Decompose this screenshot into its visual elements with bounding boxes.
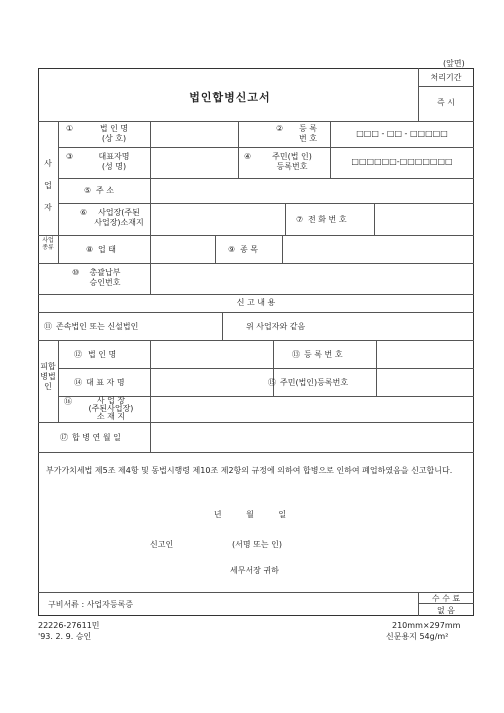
grid-line (150, 340, 151, 452)
field-label-merged-rep: 대 표 자 명 (86, 378, 125, 387)
field-label-merged-reg: 등 록 번 호 (304, 350, 343, 359)
field-label-merged-name: 법 인 명 (88, 350, 117, 359)
field-number: ② (276, 124, 284, 133)
field-label-corp-name: 법 인 명 (상 호) (99, 124, 129, 143)
grid-line (238, 121, 239, 178)
processing-period-value: 즉 시 (437, 98, 455, 107)
grid-line (38, 340, 474, 341)
field-number: ④ (244, 152, 252, 161)
grid-line (38, 294, 474, 295)
declaration-text: 부가가치세법 제5조 제4항 및 동법시행령 제10조 제2항의 규정에 의하여 합병으로 인하여 폐업하였음을 신고합니다. (46, 466, 453, 475)
fee-label: 수 수 료 (431, 594, 461, 603)
approval-date: '93. 2. 9. 승인 (38, 632, 92, 641)
field-number: ⑩ (72, 268, 80, 277)
field-number: ⑮ (268, 378, 276, 387)
grid-line (150, 235, 151, 263)
same-as-above: 위 사업자와 같음 (246, 322, 306, 331)
field-label-surviving-corp: 존속법인 또는 신설법인 (56, 322, 139, 331)
form-code: 22226-27611민 (38, 621, 100, 630)
grid-line (58, 178, 474, 179)
grid-line (222, 312, 223, 340)
grid-line (38, 263, 474, 264)
grid-line (285, 203, 286, 235)
grid-line (58, 340, 59, 422)
field-number: ⑭ (74, 378, 82, 387)
required-documents: 구비서류 : 사업자등록증 (48, 600, 134, 609)
grid-line (150, 121, 151, 235)
field-number: ⑪ (44, 322, 52, 331)
field-label-merged-site: 사 업 장 (주된사업장) 소 재 지 (88, 396, 134, 421)
field-number: ⑧ (86, 245, 94, 254)
processing-period-label: 처리기간 (430, 73, 462, 82)
signature-note: (서명 또는 인) (232, 540, 282, 549)
field-label-resident-number: 주민(법 인) 등록번호 (272, 152, 312, 171)
grid-line (38, 121, 474, 122)
field-number: ⑨ (228, 245, 236, 254)
grid-line (282, 235, 283, 263)
grid-line (38, 235, 474, 236)
grid-line (418, 86, 474, 87)
field-label-consolidated: 총괄납부 승인번호 (89, 268, 121, 287)
field-number: ⑬ (292, 350, 300, 359)
field-label-business-item: 종 목 (240, 245, 258, 254)
field-number: ⑫ (74, 350, 82, 359)
business-type-label: 사업 종류 (42, 237, 54, 251)
field-number: ⑤ (84, 186, 92, 195)
field-number: ⑥ (80, 208, 88, 217)
field-number: ③ (66, 152, 74, 161)
reporter-label: 신고인 (150, 540, 174, 549)
grid-line (58, 235, 59, 263)
reg-number-boxes[interactable]: □□□ - □□ - □□□□□ (356, 129, 448, 138)
paper-size: 210mm×297mm (392, 621, 461, 630)
field-number: ⑦ (296, 215, 304, 224)
grid-line (374, 203, 375, 235)
fee-value: 없 음 (437, 606, 455, 615)
field-number: ⑯ (64, 397, 72, 406)
resident-number-boxes[interactable]: □□□□□□-□□□□□□□ (351, 157, 453, 166)
field-label-site: 사업장(주된 사업장)소재지 (94, 208, 144, 227)
form-title: 법인합병신고서 (189, 91, 271, 104)
grid-line (38, 592, 474, 593)
field-number: ① (66, 124, 74, 133)
grid-line (215, 235, 216, 263)
date-line: 년 월 일 (213, 510, 287, 519)
merged-group-label: 피합 병법 인 (40, 362, 56, 391)
field-label-address: 주 소 (96, 186, 114, 195)
side-note: (앞면) (443, 59, 465, 68)
field-label-merged-resident: 주민(법인)등록번호 (280, 378, 349, 387)
paper-type: 신문용지 54g/m² (386, 632, 449, 641)
business-group-label: 사 업 자 (44, 159, 52, 212)
field-number: ⑰ (60, 433, 68, 442)
grid-line (418, 68, 419, 121)
field-label-reg-number: 등 록 번 호 (299, 124, 317, 143)
grid-line (38, 312, 474, 313)
field-label-merger-date: 합 병 연 월 일 (72, 433, 121, 442)
grid-line (376, 340, 377, 396)
field-label-representative: 대표자명 (성 명) (98, 152, 130, 171)
field-label-phone: 전 화 번 호 (308, 215, 347, 224)
report-heading: 신 고 내 용 (236, 298, 276, 307)
grid-line (58, 203, 474, 204)
form-frame (38, 68, 474, 616)
grid-line (58, 368, 474, 369)
grid-line (150, 263, 151, 294)
field-label-business-type: 업 태 (98, 245, 116, 254)
grid-line (58, 147, 474, 148)
grid-line (38, 422, 474, 423)
addressee: 세무서장 귀하 (230, 566, 279, 575)
grid-line (38, 452, 474, 453)
